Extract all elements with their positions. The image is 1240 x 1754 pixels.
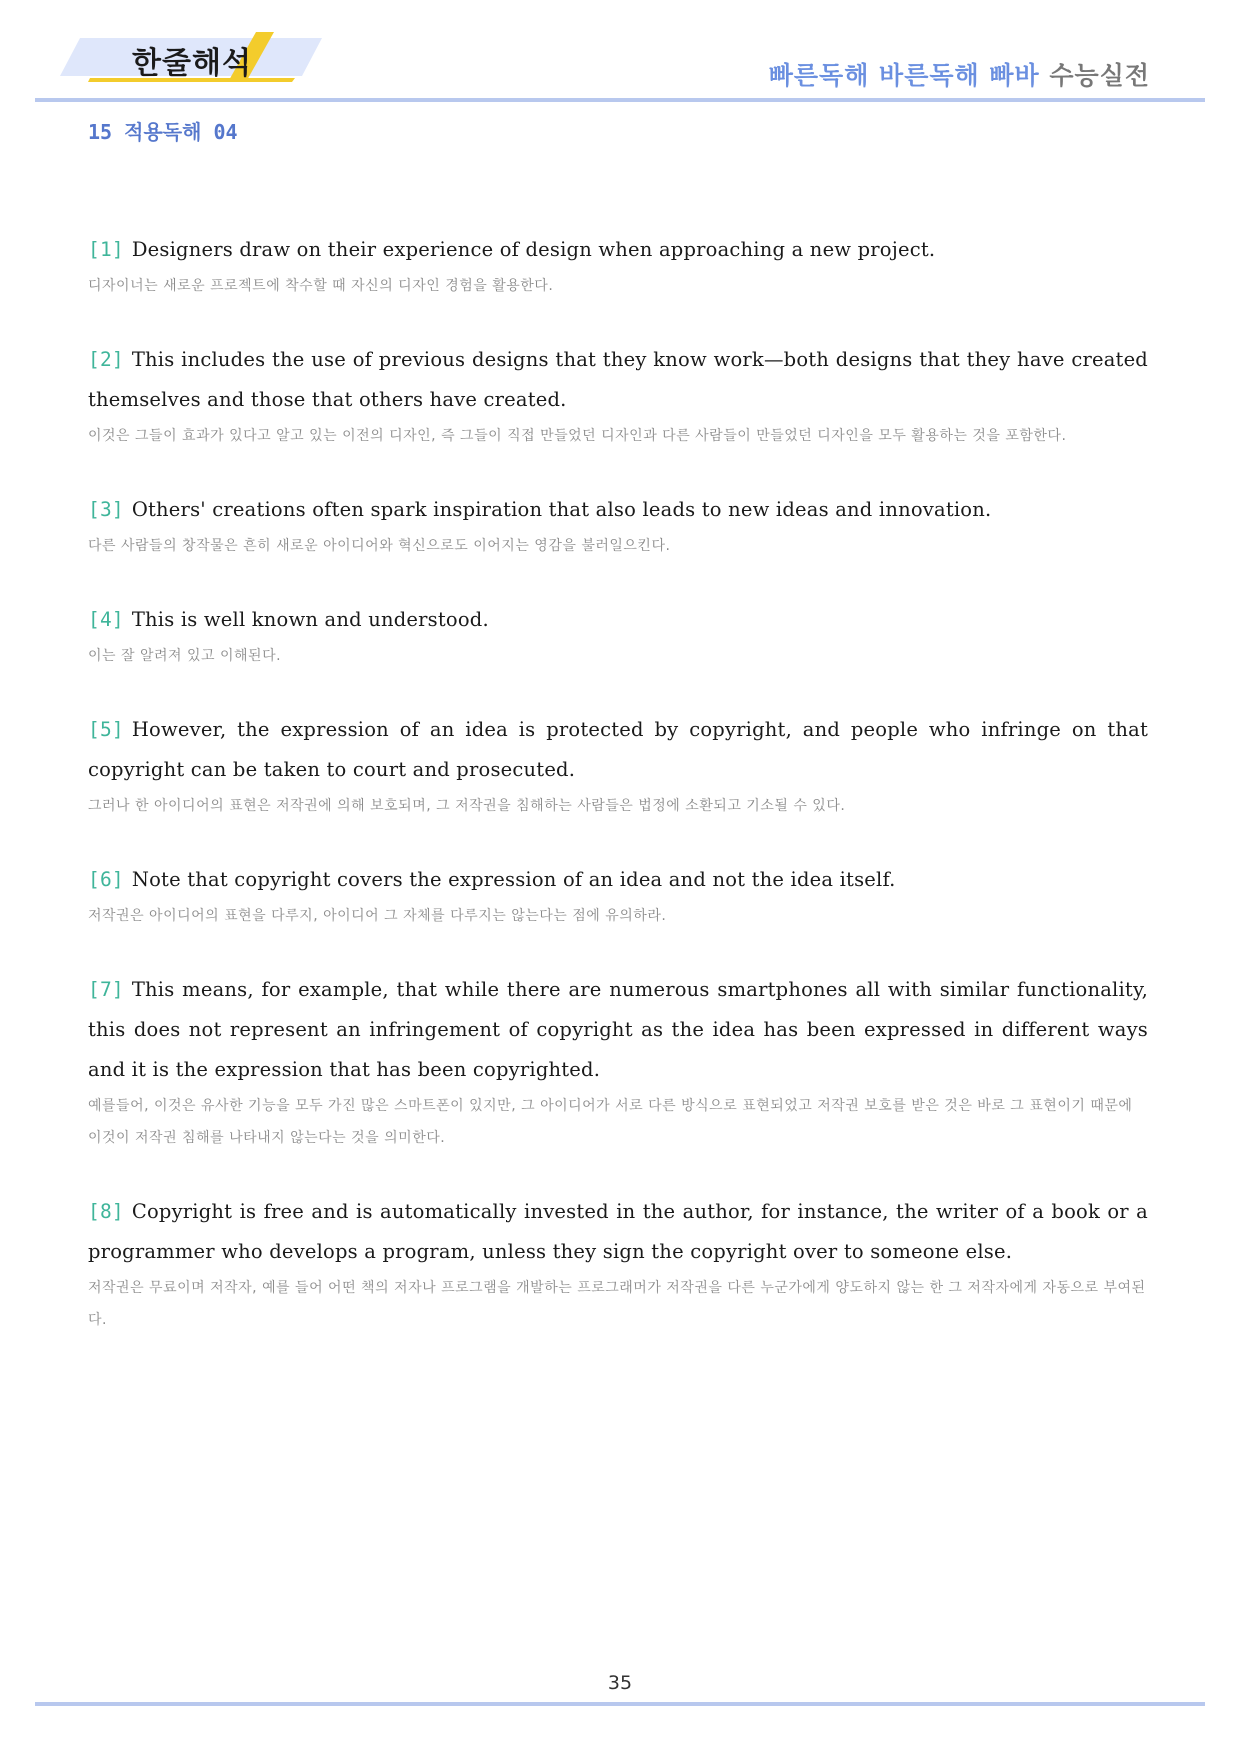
korean-translation: 다른 사람들의 창작물은 흔히 새로운 아이디어와 혁신으로도 이어지는 영감을 불러일으킨다. — [88, 538, 671, 554]
sentence-number: [1] — [88, 238, 124, 261]
korean-translation: 디자이너는 새로운 프로젝트에 착수할 때 자신의 디자인 경험을 활용한다. — [88, 278, 554, 294]
page-number: 35 — [607, 1672, 633, 1694]
header-divider — [35, 98, 1205, 102]
sentence-number: [8] — [88, 1200, 124, 1223]
sentence-item — [88, 860, 1148, 932]
english-text: Note that copyright covers the expression of an idea and not the idea itself. — [131, 868, 896, 891]
korean-translation: 저작권은 아이디어의 표현을 다루지, 아이디어 그 자체를 다루지는 않는다는 점에 유의하라. — [88, 908, 667, 924]
series-title — [769, 56, 1150, 92]
korean-translation: 예를들어, 이것은 유사한 기능을 모두 가진 많은 스마트폰이 있지만, 그 아이디어가 서로 다른 방식으로 표현되었고 저작권 보호를 받은 것은 바로 그 표현이기 때문에 이것이 저작권 침해를 나타내지 않는다는 것을 의미한다. — [88, 1098, 1133, 1146]
sentence-item — [88, 1192, 1148, 1336]
sentence-item — [88, 970, 1148, 1154]
english-text: This is well known and understood. — [131, 608, 489, 631]
korean-translation: 저작권은 무료이며 저작자, 예를 들어 어떤 책의 저자나 프로그램을 개발하는 프로그래머가 저작권을 다른 누군가에게 양도하지 않는 한 그 저작자에게 자동으로 부여된다. — [88, 1280, 1146, 1328]
sentence-item — [88, 340, 1148, 452]
sentence-item — [88, 600, 1148, 672]
header-logo — [60, 30, 360, 92]
english-sentence — [88, 600, 1148, 640]
english-text: This includes the use of previous designs that they know work—both designs that they have created themselves and those that others have created. — [88, 348, 1148, 411]
english-sentence — [88, 340, 1148, 420]
korean-translation: 이것은 그들이 효과가 있다고 알고 있는 이전의 디자인, 즉 그들이 직접 만들었던 디자인과 다른 사람들이 만들었던 디자인을 모두 활용하는 것을 포함한다. — [88, 428, 1067, 444]
sentence-item — [88, 710, 1148, 822]
section-title: 15 적용독해 04 — [88, 120, 238, 144]
english-sentence — [88, 860, 1148, 900]
english-sentence — [88, 970, 1148, 1090]
english-text: However, the expression of an idea is protected by copyright, and people who infringe on that copyright can be taken to court and prosecuted. — [88, 718, 1148, 781]
english-text: Copyright is free and is automatically invested in the author, for instance, the writer of a book or a programmer who develops a program, unless they sign the copyright over to someone else. — [88, 1200, 1148, 1263]
sentence-number: [3] — [88, 498, 124, 521]
english-sentence — [88, 1192, 1148, 1272]
sentence-number: [4] — [88, 608, 124, 631]
series-exam: 수능실전 — [1049, 61, 1150, 90]
sentence-number: [6] — [88, 868, 124, 891]
sentence-number: [5] — [88, 718, 124, 741]
sentence-number: [2] — [88, 348, 124, 371]
sentence-number: [7] — [88, 978, 124, 1001]
english-sentence — [88, 710, 1148, 790]
series-brand: 빠른독해 바른독해 빠바 — [768, 61, 1040, 90]
english-text: Others' creations often spark inspiration that also leads to new ideas and innovation. — [131, 498, 992, 521]
english-text: This means, for example, that while there are numerous smartphones all with similar functionality, this does not represent an infringement of copyright as the idea has been expressed in different ways and it is the expression that has been copyrighted. — [88, 978, 1148, 1081]
passage-content — [88, 230, 1148, 1374]
korean-translation: 이는 잘 알려져 있고 이해된다. — [88, 648, 282, 664]
english-text: Designers draw on their experience of design when approaching a new project. — [131, 238, 936, 261]
sentence-item — [88, 490, 1148, 562]
english-sentence — [88, 490, 1148, 530]
korean-translation: 그러나 한 아이디어의 표현은 저작권에 의해 보호되며, 그 저작권을 침해하는 사람들은 법정에 소환되고 기소될 수 있다. — [88, 798, 846, 814]
english-sentence — [88, 230, 1148, 270]
footer-divider — [35, 1702, 1205, 1706]
logo-text: 한줄해석 — [132, 46, 252, 81]
sentence-item — [88, 230, 1148, 302]
